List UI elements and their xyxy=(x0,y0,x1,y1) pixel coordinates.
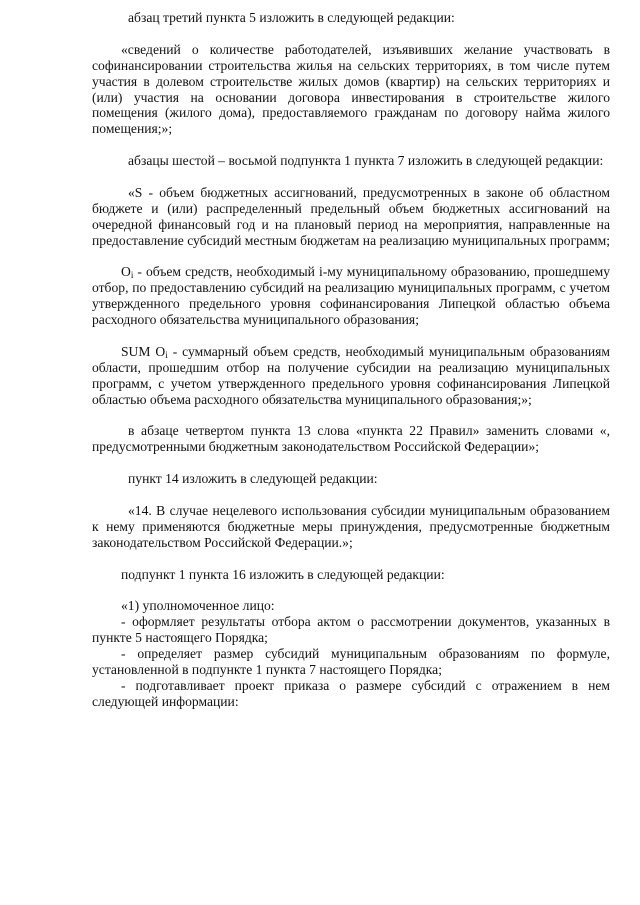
paragraph-quote-s-definition: «S - объем бюджетных ассигнований, предусмотренных в законе об областном бюджете и (или) распределенный предельный объем бюджетных ассигнований на очередной финансовый год и на плановый период на мероприятия, направленные на предоставление субсидий местным бюджетам на реализацию муниципальных программ; xyxy=(92,184,610,248)
list-item-registers-results: - оформляет результаты отбора актом о рассмотрении документов, указанных в пункте 5 настоящего Порядка; xyxy=(92,614,610,646)
spacer xyxy=(92,249,610,265)
paragraph-oi-definition xyxy=(92,264,610,328)
paragraph-quote-employers: «сведений о количестве работодателей, изъявивших желание участвовать в софинансировании строительства жилья на сельских территориях, в том числе путем участия в долевом строительстве жилых домов (квартир) на сельских территориях и (или) участия на основании договора инвестирования в строительстве жилого помещения (жилого дома), предоставляемого гражданам по договору найма жилого помещения;»; xyxy=(92,41,610,137)
oi-symbol: O xyxy=(121,264,131,280)
paragraph-sum-oi-definition xyxy=(92,344,610,408)
oi-subscript: i xyxy=(130,270,134,281)
sum-oi-symbol: SUM O xyxy=(121,343,166,359)
paragraph-authorized-person: «1) уполномоченное лицо: xyxy=(121,598,275,614)
spacer xyxy=(92,455,610,471)
spacer xyxy=(92,169,610,185)
sum-oi-text: - суммарный объем средств, необходимый муниципальным образованиям области, прошедшим отбор на получение субсидии на реализацию муниципальных программ, с учетом утвержденного предельного уровня софинансирования Липецкой областью объема расходного обязательства муниципального образования;»; xyxy=(92,343,610,407)
spacer xyxy=(92,487,610,503)
paragraph-quote-point-14: «14. В случае нецелевого использования субсидии муниципальным образованием к нему применяются бюджетные меры принуждения, предусмотренные бюджетным законодательством Российской Федерации.»; xyxy=(92,502,610,550)
list-item-prepares-draft-order: - подготавливает проект приказа о размере субсидий с отражением в нем следующей информации: xyxy=(92,677,610,709)
spacer xyxy=(92,328,610,344)
spacer xyxy=(92,582,610,598)
paragraph-instruction-point-5: абзац третий пункта 5 изложить в следующей редакции: xyxy=(128,10,455,25)
spacer xyxy=(92,137,610,153)
list-item-determines-amount: - определяет размер субсидий муниципальным образованиям по формуле, установленной в подпункте 1 пункта 7 настоящего Порядка; xyxy=(92,646,610,677)
paragraph-instruction-point-7: абзацы шестой – восьмой подпункта 1 пункта 7 изложить в следующей редакции: xyxy=(128,153,604,169)
paragraph-instruction-point-13: в абзаце четвертом пункта 13 слова «пункта 22 Правил» заменить словами «, предусмотренными бюджетным законодательством Российской Федерации»; xyxy=(92,423,610,455)
spacer xyxy=(92,551,610,567)
paragraph-instruction-point-16: подпункт 1 пункта 16 изложить в следующей редакции: xyxy=(121,566,445,582)
sum-oi-subscript: i xyxy=(165,349,168,360)
oi-text: - объем средств, необходимый i-му муниципальному образованию, прошедшему отбор, по предоставлению субсидий на реализацию муниципальных программ, с учетом утвержденного предельного уровня софинансирования Липецкой областью объема расходного обязательства муниципального образования; xyxy=(92,264,610,328)
paragraph-instruction-point-14: пункт 14 изложить в следующей редакции: xyxy=(128,471,378,487)
spacer xyxy=(92,408,610,424)
spacer xyxy=(92,26,610,42)
